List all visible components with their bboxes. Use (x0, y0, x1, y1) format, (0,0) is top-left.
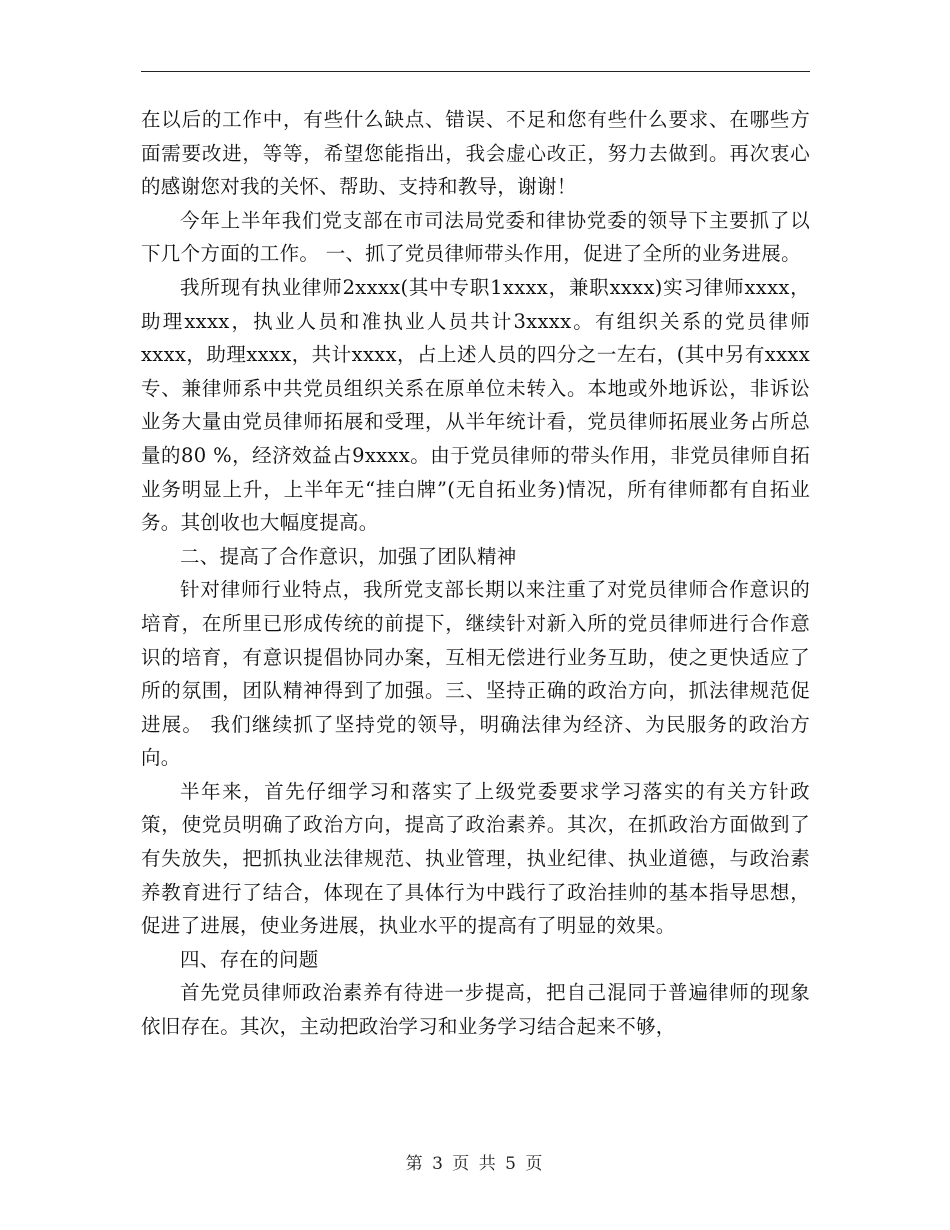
paragraph-8: 首先党员律师政治素养有待进一步提高，把自己混同于普遍律师的现象依旧存在。其次，主动把政治学习和业务学习结合起来不够， (141, 981, 810, 1039)
section-heading-2: 二、提高了合作意识，加强了团队精神 (180, 544, 517, 568)
paragraph-6: 半年来，首先仔细学习和落实了上级党委要求学习落实的有关方针政策，使党员明确了政治方向，提高了政治素养。其次，在抓政治方面做到了有失放失，把抓执业法律规范、执业管理，执业纪律、执业道德，与政治素养教育进行了结合，体现在了具体行为中践行了政治挂帅的基本指导思想，促进了进展，使业务进展，执业水平的提高有了明显的效果。 (141, 779, 810, 938)
paragraph-3: 我所现有执业律师2xxxx(其中专职1xxxx，兼职xxxx)实习律师xxxx，助理xxxx，执业人员和准执业人员共计3xxxx。有组织关系的党员律师xxxx，助理xxxx，共计xxxx，占上述人员的四分之一左右，(其中另有xxxx专、兼律师系中共党员组织关系在原单位未转入。本地或外地诉讼，非诉讼业务大量由党员律师拓展和受理，从半年统计看，党员律师拓展业务占所总量的80 %，经济效益占9xxxx。由于党员律师的带头作用，非党员律师自拓业务明显上升，上半年无“挂白牌”(无自拓业务)情况，所有律师都有自拓业务。其创收也大幅度提高。 (141, 275, 810, 535)
paragraph-1: 在以后的工作中，有些什么缺点、错误、不足和您有些什么要求、在哪些方面需要改进，等等，希望您能指出，我会虚心改正，努力去做到。再次衷心的感谢您对我的关怀、帮助、支持和教导，谢谢！ (141, 108, 810, 199)
header-rule (141, 71, 810, 72)
paragraph-5: 针对律师行业特点，我所党支部长期以来注重了对党员律师合作意识的培育，在所里已形成传统的前提下，继续针对新入所的党员律师进行合作意识的培育，有意识提倡协同办案，互相无偿进行业务互助，使之更快适应了所的氛围，团队精神得到了加强。三、坚持正确的政治方向，抓法律规范促进展。 我们继续抓了坚持党的领导，明确法律为经济、为民服务的政治方向。 (141, 578, 810, 770)
page-number-footer: 第 3 页 共 5 页 (405, 1154, 545, 1174)
section-heading-4: 四、存在的问题 (180, 947, 319, 971)
document-body (141, 103, 810, 1044)
paragraph-2: 今年上半年我们党支部在市司法局党委和律协党委的领导下主要抓了以下几个方面的工作。 一、抓了党员律师带头作用，促进了全所的业务进展。 (141, 208, 810, 266)
